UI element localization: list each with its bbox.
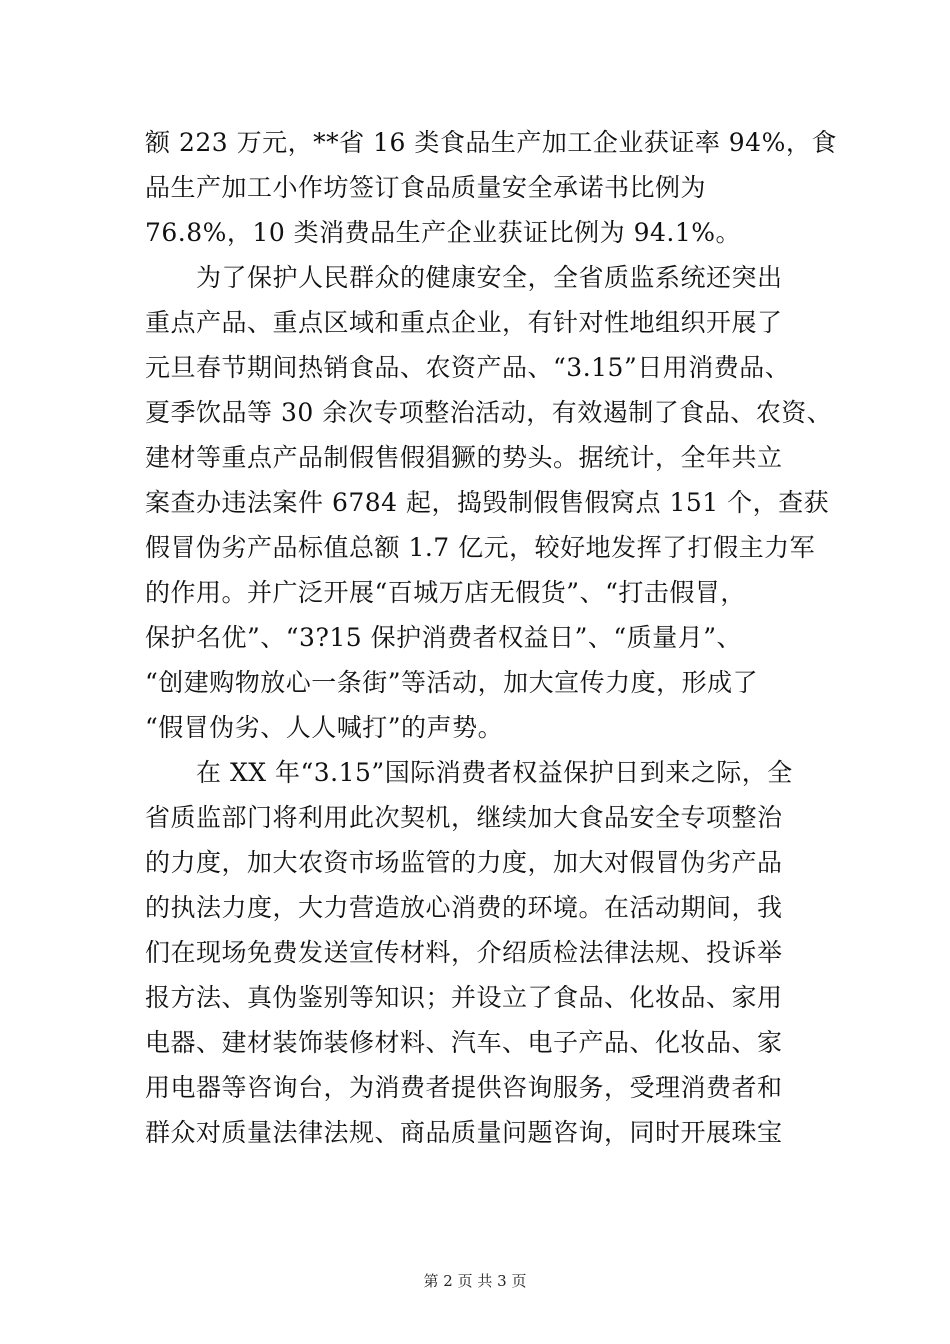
- text-line: 元旦春节期间热销食品、农资产品、“3.15”日用消费品、: [145, 353, 791, 382]
- text-line: 报方法、真伪鉴别等知识；并设立了食品、化妆品、家用: [145, 983, 783, 1012]
- text-line: 假冒伪劣产品标值总额 1.7 亿元，较好地发挥了打假主力军: [145, 533, 816, 562]
- text-line: 重点产品、重点区域和重点企业，有针对性地组织开展了: [145, 308, 783, 337]
- text-line: 的作用。并广泛开展“百城万店无假货”、“打击假冒，: [145, 578, 746, 607]
- text-line: 用电器等咨询台，为消费者提供咨询服务，受理消费者和: [145, 1073, 783, 1102]
- text-line: “假冒伪劣、人人喊打”的声势。: [145, 713, 504, 742]
- text-line: 案查办违法案件 6784 起，捣毁制假售假窝点 151 个，查获: [145, 488, 830, 517]
- text-line: 建材等重点产品制假售假猖獗的势头。据统计，全年共立: [145, 443, 783, 472]
- page-number-footer: 第 2 页 共 3 页: [423, 1272, 527, 1290]
- text-line: 电器、建材装饰装修材料、汽车、电子产品、化妆品、家: [145, 1028, 783, 1057]
- text-line: 76.8%，10 类消费品生产企业获证比例为 94.1%。: [145, 218, 742, 247]
- text-line: 群众对质量法律法规、商品质量问题咨询，同时开展珠宝: [145, 1118, 783, 1147]
- text-line: 夏季饮品等 30 余次专项整治活动，有效遏制了食品、农资、: [145, 398, 833, 427]
- text-line: 省质监部门将利用此次契机，继续加大食品安全专项整治: [145, 803, 783, 832]
- text-line: 品生产加工小作坊签订食品质量安全承诺书比例为: [145, 173, 707, 202]
- text-line: “创建购物放心一条街”等活动，加大宣传力度，形成了: [145, 668, 759, 697]
- text-line: 保护名优”、“3?15 保护消费者权益日”、“质量月”、: [145, 623, 742, 652]
- text-line: 为了保护人民群众的健康安全，全省质监系统还突出: [145, 263, 783, 292]
- text-line: 的力度，加大农资市场监管的力度，加大对假冒伪劣产品: [145, 848, 783, 877]
- text-line: 的执法力度，大力营造放心消费的环境。在活动期间，我: [145, 893, 783, 922]
- text-line: 们在现场免费发送宣传材料，介绍质检法律法规、投诉举: [145, 938, 783, 967]
- text-line: 在 XX 年“3.15”国际消费者权益保护日到来之际，全: [145, 758, 793, 787]
- text-line: 额 223 万元，**省 16 类食品生产加工企业获证率 94%，食: [145, 128, 837, 157]
